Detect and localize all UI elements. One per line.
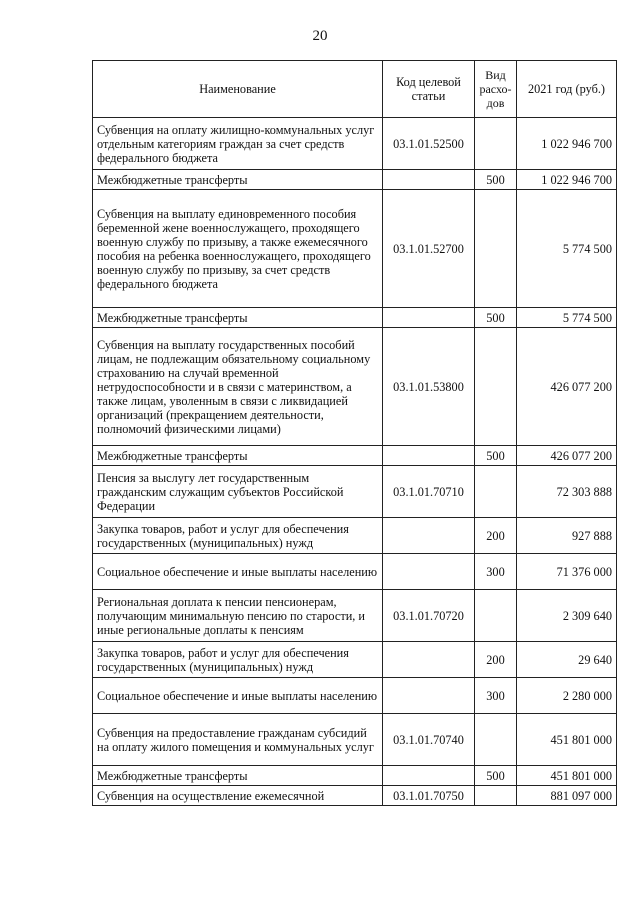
cell-name: Межбюджетные трансферты [93, 170, 383, 190]
table-row [93, 766, 617, 786]
cell-name: Субвенция на выплату государственных пособий лицам, не подлежащим обязательному социальному страхованию на случай временной нетрудоспособности и в связи с материнством, а также лицам, уволенным в связи с ликвидацией организаций (прекращением деятельности, полномочий физическими лицами) [93, 328, 383, 446]
cell-name: Межбюджетные трансферты [93, 766, 383, 786]
cell-type [475, 786, 517, 806]
table-row [93, 328, 617, 446]
cell-sum: 29 640 [517, 642, 617, 678]
table-row [93, 590, 617, 642]
cell-type [475, 118, 517, 170]
cell-code: 03.1.01.53800 [383, 328, 475, 446]
cell-sum: 2 280 000 [517, 678, 617, 714]
table-row [93, 308, 617, 328]
table-row [93, 554, 617, 590]
cell-sum: 5 774 500 [517, 308, 617, 328]
cell-sum: 72 303 888 [517, 466, 617, 518]
table-row [93, 678, 617, 714]
cell-name: Социальное обеспечение и иные выплаты населению [93, 678, 383, 714]
cell-name: Субвенция на осуществление ежемесячной [93, 786, 383, 806]
cell-name: Пенсия за выслугу лет государственным гражданским служащим субъектов Российской Федерации [93, 466, 383, 518]
cell-sum: 927 888 [517, 518, 617, 554]
header-sum: 2021 год (руб.) [517, 61, 617, 118]
budget-table [92, 60, 617, 806]
cell-sum: 881 097 000 [517, 786, 617, 806]
cell-type [475, 590, 517, 642]
cell-code: 03.1.01.70740 [383, 714, 475, 766]
cell-name: Региональная доплата к пенсии пенсионерам, получающим минимальную пенсию по старости, и иные региональные доплаты к пенсиям [93, 590, 383, 642]
cell-code: 03.1.01.70710 [383, 466, 475, 518]
cell-code [383, 170, 475, 190]
cell-sum: 5 774 500 [517, 190, 617, 308]
cell-sum: 1 022 946 700 [517, 118, 617, 170]
cell-code: 03.1.01.52700 [383, 190, 475, 308]
cell-name: Субвенция на оплату жилищно-коммунальных услуг отдельным категориям граждан за счет средств федерального бюджета [93, 118, 383, 170]
header-type: Вид расхо-дов [475, 61, 517, 118]
cell-type [475, 466, 517, 518]
cell-sum: 451 801 000 [517, 714, 617, 766]
table-row [93, 170, 617, 190]
cell-name: Социальное обеспечение и иные выплаты населению [93, 554, 383, 590]
cell-name: Межбюджетные трансферты [93, 308, 383, 328]
cell-name: Закупка товаров, работ и услуг для обеспечения государственных (муниципальных) нужд [93, 642, 383, 678]
cell-code [383, 766, 475, 786]
table-header-row [93, 61, 617, 118]
cell-type [475, 190, 517, 308]
cell-type: 500 [475, 446, 517, 466]
table-row [93, 190, 617, 308]
cell-type: 500 [475, 766, 517, 786]
cell-code [383, 642, 475, 678]
cell-sum: 426 077 200 [517, 328, 617, 446]
table-row [93, 446, 617, 466]
cell-code [383, 446, 475, 466]
table-row [93, 518, 617, 554]
cell-sum: 1 022 946 700 [517, 170, 617, 190]
cell-sum: 71 376 000 [517, 554, 617, 590]
cell-name: Субвенция на предоставление гражданам субсидий на оплату жилого помещения и коммунальных услуг [93, 714, 383, 766]
table-row [93, 118, 617, 170]
cell-code: 03.1.01.70750 [383, 786, 475, 806]
cell-type [475, 714, 517, 766]
cell-sum: 2 309 640 [517, 590, 617, 642]
cell-code: 03.1.01.52500 [383, 118, 475, 170]
cell-code [383, 554, 475, 590]
cell-type [475, 328, 517, 446]
cell-type: 200 [475, 518, 517, 554]
header-code: Код целевой статьи [383, 61, 475, 118]
cell-name: Субвенция на выплату единовременного пособия беременной жене военнослужащего, проходящего военную службу по призыву, а также ежемесячного пособия на ребенка военнослужащего, проходящего военную службу по призыву, за счет средств федерального бюджета [93, 190, 383, 308]
cell-sum: 426 077 200 [517, 446, 617, 466]
table-row [93, 466, 617, 518]
page-number: 20 [312, 28, 328, 44]
cell-code: 03.1.01.70720 [383, 590, 475, 642]
cell-name: Закупка товаров, работ и услуг для обеспечения государственных (муниципальных) нужд [93, 518, 383, 554]
cell-sum: 451 801 000 [517, 766, 617, 786]
cell-type: 500 [475, 170, 517, 190]
cell-type: 300 [475, 554, 517, 590]
cell-type: 200 [475, 642, 517, 678]
header-name: Наименование [93, 61, 383, 118]
cell-code [383, 518, 475, 554]
cell-name: Межбюджетные трансферты [93, 446, 383, 466]
table-row [93, 786, 617, 806]
cell-type: 300 [475, 678, 517, 714]
cell-code [383, 678, 475, 714]
cell-type: 500 [475, 308, 517, 328]
cell-code [383, 308, 475, 328]
table-row [93, 642, 617, 678]
table-row [93, 714, 617, 766]
